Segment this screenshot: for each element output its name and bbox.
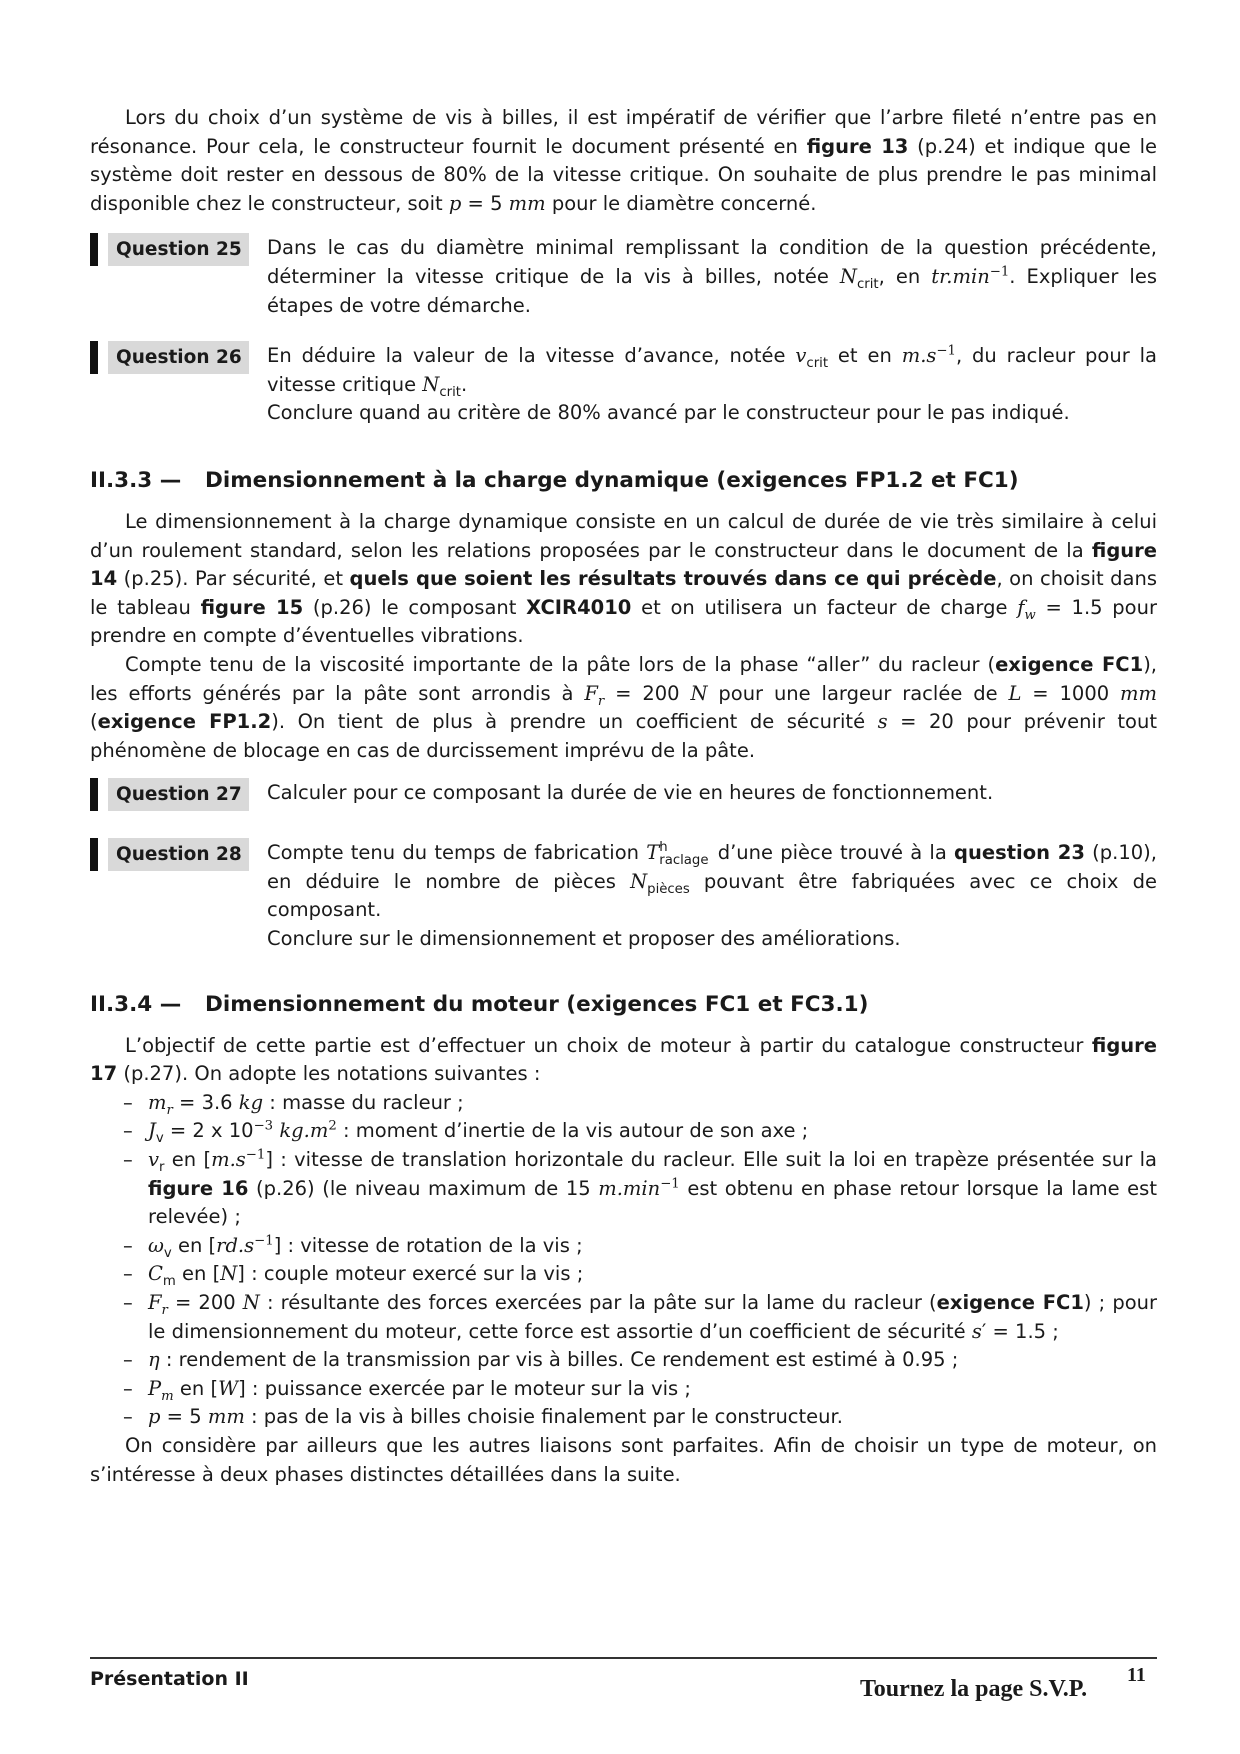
- paragraph: [90, 1032, 1157, 1089]
- list-item: [90, 1289, 1157, 1346]
- text: = 1.5 pour prendre en compte d’éventuelles vibrations.: [90, 595, 1157, 648]
- text: = 3.6: [172, 1090, 239, 1114]
- math-sub: w: [1024, 607, 1036, 623]
- paragraph: [90, 508, 1157, 651]
- question-conclusion: Conclure sur le dimensionnement et proposer des améliorations.: [267, 927, 901, 951]
- text: En déduire la valeur de la vitesse d’avance, notée: [267, 344, 796, 368]
- text: , on choisit dans le tableau: [90, 567, 1157, 619]
- section-number: II.3.4 —: [90, 991, 182, 1017]
- math: C: [148, 1262, 163, 1286]
- math-sup: −3: [253, 1118, 274, 1134]
- question-25: [90, 234, 1157, 320]
- math: m: [148, 1090, 167, 1114]
- component-ref: XCIR4010: [526, 595, 632, 619]
- text: ), les efforts générés par la pâte sont arrondis à: [90, 652, 1157, 705]
- math: J: [148, 1119, 156, 1143]
- math: P: [148, 1376, 162, 1400]
- question-bar: [90, 778, 98, 811]
- text: = 1000: [1021, 681, 1121, 705]
- footer-section: Présentation II: [90, 1668, 249, 1690]
- section-title: Dimensionnement du moteur (exigences FC1 et FC3.1): [205, 991, 869, 1017]
- footer-rule: [90, 1657, 1157, 1659]
- math: N: [690, 681, 708, 705]
- text: = 5: [461, 191, 509, 215]
- text: ] : vitesse de rotation de la vis ;: [273, 1233, 583, 1257]
- text: : rendement de la transmission par vis à billes. Ce rendement est estimé à 0.95 ;: [159, 1348, 959, 1372]
- text: ) ; pour le dimensionnement du moteur, cette force est assortie d’un coefficient de sécurité: [148, 1291, 1158, 1343]
- text: est obtenu en phase retour lorsque la lame est relevée) ;: [148, 1176, 1157, 1229]
- list-item: [90, 1260, 1157, 1289]
- section-heading-II-3-4: [90, 990, 1157, 1020]
- math-sub: raclage: [659, 852, 709, 868]
- text: Compte tenu du temps de fabrication: [267, 841, 647, 865]
- math: v: [148, 1148, 160, 1172]
- math: f: [1017, 595, 1025, 619]
- math: mm: [207, 1405, 245, 1429]
- text: (p.26) (le niveau maximum de 15: [248, 1176, 599, 1200]
- figure-ref: figure 13: [806, 134, 909, 158]
- math: η: [148, 1348, 160, 1372]
- text: en [: [171, 1233, 217, 1257]
- math: s: [971, 1319, 982, 1343]
- section-title: Dimensionnement à la charge dynamique (exigences FP1.2 et FC1): [205, 467, 1019, 493]
- text: ). On tient de plus à prendre un coefficient de sécurité: [271, 710, 878, 734]
- question-text: [267, 839, 1157, 953]
- math-sub: v: [163, 1245, 172, 1261]
- figure-ref: figure 14: [90, 538, 1157, 591]
- math-sup: −1: [936, 343, 956, 359]
- question-number: Question 28: [108, 838, 249, 871]
- question-label: [90, 838, 250, 871]
- math: N: [220, 1262, 238, 1286]
- text: , du racleur pour la vitesse critique: [267, 344, 1157, 396]
- math-sub: r: [166, 1102, 173, 1118]
- math-sub: v: [155, 1131, 164, 1147]
- list-item: [90, 1232, 1157, 1261]
- math: m.s: [211, 1148, 246, 1172]
- question-28: [90, 839, 1157, 953]
- math-sup: h: [659, 839, 668, 855]
- question-ref: question 23: [954, 841, 1085, 865]
- text: en [: [175, 1262, 221, 1286]
- section-number: II.3.3 —: [90, 467, 182, 493]
- text: (p.26) le composant: [303, 595, 527, 619]
- text: et en: [828, 344, 902, 368]
- intro-paragraph: [90, 104, 1157, 218]
- question-text: [267, 779, 1157, 808]
- page-body: [90, 104, 1157, 1489]
- math: L: [1008, 681, 1022, 705]
- figure-ref: figure 15: [200, 595, 304, 619]
- question-bar: [90, 233, 98, 266]
- text: : moment d’inertie de la vis autour de son axe ;: [336, 1119, 809, 1143]
- section-heading-II-3-3: [90, 466, 1157, 496]
- notation-list: [90, 1089, 1157, 1432]
- math: F: [584, 681, 598, 705]
- question-number: Question 25: [108, 233, 249, 266]
- math: p: [448, 191, 462, 215]
- question-text: [267, 342, 1157, 428]
- math: p: [148, 1405, 161, 1429]
- text: L’objectif de cette partie est d’effectuer un choix de moteur à partir du catalogue constructeur: [125, 1033, 1092, 1057]
- text: : résultante des forces exercées par la pâte sur la lame du racleur (: [259, 1291, 937, 1314]
- question-label: [90, 778, 250, 811]
- math-sub: r: [597, 693, 605, 709]
- text: pour une largeur raclée de: [707, 681, 1009, 705]
- requirement-ref: exigence FC1: [936, 1291, 1084, 1314]
- text: ] : couple moteur exercé sur la vis ;: [237, 1262, 584, 1286]
- text: = 20 pour prévenir tout phénomène de blocage en cas de durcissement imprévu de la pâte.: [90, 710, 1157, 762]
- math-sub: crit: [439, 384, 461, 400]
- text: : pas de la vis à billes choisie finalement par le constructeur.: [244, 1405, 843, 1429]
- text: = 200: [167, 1291, 243, 1314]
- math: T: [646, 841, 660, 865]
- requirement-ref: exigence FP1.2: [97, 710, 272, 734]
- math-sup: −1: [989, 264, 1010, 280]
- text: = 2 x 10: [163, 1119, 254, 1143]
- text: , en: [878, 264, 932, 288]
- list-item: [90, 1375, 1157, 1404]
- text: ] : vitesse de translation horizontale du racleur. Elle suit la loi en trapèze présentée sur la: [265, 1148, 1157, 1172]
- text: Le dimensionnement à la charge dynamique consiste en un calcul de durée de vie très similaire à celui d’un roulement standard, selon les relations proposées par le constructeur dans le document de la: [90, 509, 1157, 562]
- math: ′: [981, 1319, 987, 1343]
- paragraph: [90, 651, 1157, 765]
- math-sub: m: [161, 1388, 174, 1404]
- math-sup: −1: [660, 1176, 680, 1192]
- math-sub: crit: [856, 276, 879, 292]
- math: v: [795, 344, 807, 368]
- math: ω: [148, 1233, 164, 1257]
- text: en [: [173, 1376, 219, 1400]
- figure-ref: figure 17: [90, 1033, 1157, 1086]
- list-item: [90, 1089, 1157, 1118]
- text: (p.10), en déduire le nombre de pièces: [267, 841, 1157, 893]
- math: F: [148, 1291, 162, 1314]
- math: N: [630, 869, 648, 893]
- math: tr.min: [931, 264, 990, 288]
- math-sub: crit: [806, 356, 829, 372]
- list-item: [90, 1146, 1157, 1232]
- math: rd.s: [216, 1233, 255, 1257]
- question-label: [90, 341, 250, 374]
- text: (p.24) et indique que le système doit rester en dessous de 80% de la vitesse critique. On souhaite de plus prendre le pas minimal disponible chez le constructeur, soit: [90, 134, 1157, 215]
- text: (p.27). On adopte les notations suivantes :: [117, 1062, 541, 1086]
- figure-ref: figure 16: [148, 1176, 249, 1200]
- text: = 5: [160, 1405, 208, 1429]
- math: N: [422, 372, 440, 396]
- math: mm: [1120, 681, 1157, 705]
- question-number: Question 27: [108, 778, 249, 811]
- math: N: [839, 264, 857, 288]
- text: pouvant être fabriquées avec ce choix de composant.: [267, 869, 1157, 922]
- math-sup: 2: [328, 1118, 337, 1134]
- math-sup: −1: [254, 1233, 274, 1249]
- text: pour le diamètre concerné.: [545, 191, 817, 215]
- math: kg.m: [273, 1119, 329, 1143]
- text: d’une pièce trouvé à la: [710, 841, 955, 865]
- list-item: [90, 1346, 1157, 1375]
- math: W: [218, 1376, 239, 1400]
- footer-turn-page: Tournez la page S.V.P.: [860, 1676, 1088, 1702]
- math-sup: −1: [245, 1147, 266, 1163]
- question-conclusion: Conclure quand au critère de 80% avancé par le constructeur pour le pas indiqué.: [267, 401, 1070, 425]
- requirement-ref: exigence FC1: [995, 652, 1144, 676]
- text: en [: [164, 1148, 212, 1172]
- closing-paragraph: On considère par ailleurs que les autres liaisons sont parfaites. Afin de choisir un type de moteur, on s’intéresse à deux phases distinctes détaillées dans la suite.: [90, 1433, 1157, 1486]
- text: = 200: [604, 681, 691, 705]
- question-27: [90, 779, 1157, 811]
- question-bar: [90, 838, 98, 871]
- text: Calculer pour ce composant la durée de vie en heures de fonctionnement.: [267, 781, 994, 805]
- text: Dans le cas du diamètre minimal remplissant la condition de la question précédente, déterminer la vitesse critique de la vis à billes, notée: [267, 236, 1157, 288]
- math: m.min: [598, 1176, 661, 1200]
- text: : masse du racleur ;: [263, 1090, 464, 1114]
- math: N: [242, 1291, 260, 1314]
- math-sub: r: [159, 1159, 165, 1175]
- math-sub: r: [161, 1302, 168, 1318]
- question-text: [267, 234, 1157, 320]
- question-bar: [90, 341, 98, 374]
- text: ] : puissance exercée par le moteur sur la vis ;: [238, 1376, 691, 1400]
- math: mm: [508, 191, 546, 215]
- list-item: [90, 1117, 1157, 1146]
- math: m.s: [901, 344, 937, 368]
- question-label: [90, 233, 250, 266]
- text: Compte tenu de la viscosité importante de la pâte lors de la phase “aller” du racleur (: [125, 652, 996, 676]
- math: s: [877, 710, 888, 734]
- question-number: Question 26: [108, 341, 249, 374]
- text: (: [90, 710, 98, 734]
- page-number: 11: [1127, 1664, 1146, 1686]
- text: (p.25). Par sécurité, et: [117, 567, 350, 591]
- text: et on utilisera un facteur de charge: [631, 595, 1018, 619]
- text: .: [460, 372, 468, 396]
- question-26: [90, 342, 1157, 428]
- math: kg: [238, 1090, 264, 1114]
- math-sub: m: [162, 1274, 176, 1290]
- math-sub: pièces: [647, 881, 690, 897]
- math-scripts: [659, 841, 708, 868]
- text: = 1.5 ;: [986, 1319, 1059, 1343]
- text: . Expliquer les étapes de votre démarche.: [267, 264, 1157, 317]
- emphasis: quels que soient les résultats trouvés dans ce qui précède: [349, 567, 997, 591]
- list-item: [90, 1403, 1157, 1432]
- text: Lors du choix d’un système de vis à billes, il est impératif de vérifier que l’arbre fileté n’entre pas en résonance. Pour cela, le constructeur fournit le document présenté en: [90, 106, 1157, 158]
